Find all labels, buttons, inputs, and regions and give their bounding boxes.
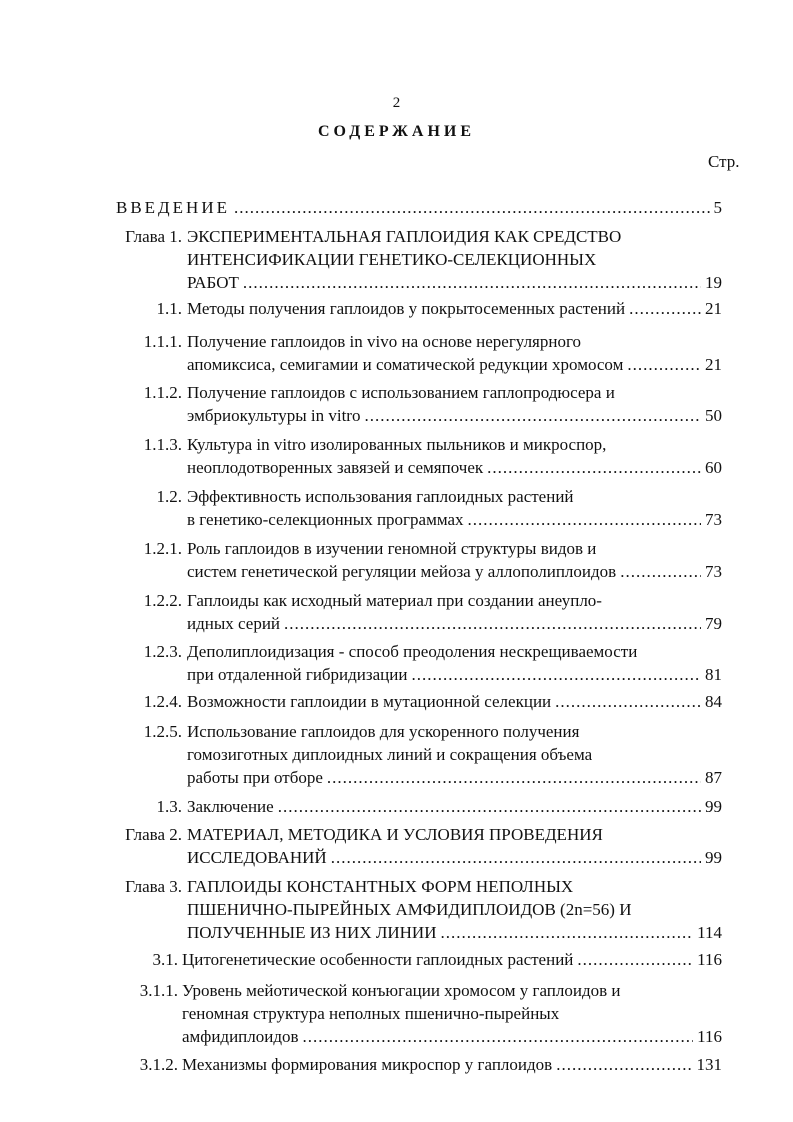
toc-entry-text [187,795,722,818]
toc-entry-page: 116 [697,1027,722,1046]
dot-leader [627,353,701,376]
dot-leader [234,196,710,219]
toc-entry-text [187,589,722,635]
toc-entry-number: 1.1.3. [143,435,182,454]
toc-entry-number: 1.3. [156,797,182,816]
toc-entry-page: 87 [705,768,722,787]
toc-entry-text [116,196,722,219]
toc-entry-number: 1.2.2. [143,591,182,610]
toc-entry-line: неоплодотворенных завязей и семяпочек [187,458,484,477]
dot-leader [629,297,701,320]
toc-entry-line: ЭКСПЕРИМЕНТАЛЬНАЯ ГАПЛОИДИЯ КАК СРЕДСТВО [187,227,622,246]
toc-entry-line: Уровень мейотической конъюгации хромосом у гаплоидов и [182,981,621,1000]
toc-entry-line: Эффективность использования гаплоидных растений [187,487,574,506]
toc-entry-line: ИНТЕНСИФИКАЦИИ ГЕНЕТИКО-СЕЛЕКЦИОННЫХ [187,250,597,269]
toc-entry-line: Методы получения гаплоидов у покрытосеменных растений [187,299,626,318]
toc-entry-number: 1.2. [156,487,182,506]
toc-entry-line: РАБОТ [187,273,239,292]
toc-entry-text [182,948,722,971]
toc-entry-number: 1.2.4. [143,692,182,711]
dot-leader [364,404,701,427]
toc-entry-text [187,330,722,376]
toc-entry-line: ПШЕНИЧНО-ПЫРЕЙНЫХ АМФИДИПЛОИДОВ (2n=56) И [187,900,632,919]
toc-entry-number: 1.1.1. [143,332,182,351]
toc-entry-number: 1.2.5. [143,722,182,741]
toc-entry-line: Использование гаплоидов для ускоренного получения [187,722,580,741]
toc-entry-number: 3.1. [152,950,178,969]
toc-entry-line: Цитогенетические особенности гаплоидных растений [182,950,574,969]
toc-entry-line: амфидиплоидов [182,1027,299,1046]
toc-entry-text [187,433,722,479]
dot-leader [303,1025,694,1048]
toc-title: СОДЕРЖАНИЕ [317,123,476,140]
toc-entry-line: ПОЛУЧЕННЫЕ ИЗ НИХ ЛИНИИ [187,923,437,942]
toc-entry-number: Глава 2. [125,825,182,844]
toc-entry-page: 116 [697,950,722,969]
dot-leader [440,921,693,944]
toc-entry-line: работы при отборе [187,768,323,787]
toc-entry-number: 1.1.2. [143,383,182,402]
toc-entry-text [187,225,722,294]
toc-entry-page: 50 [705,406,722,425]
toc-entry-number: 1.1. [156,299,182,318]
dot-leader [555,690,701,713]
toc-entry-line: при отдаленной гибридизации [187,665,408,684]
dot-leader [577,948,693,971]
dot-leader [411,663,701,686]
toc-entry-page: 114 [697,923,722,942]
toc-entry-line: апомиксиса, семигамии и соматической редукции хромосом [187,355,624,374]
toc-entry-line: Заключение [187,797,274,816]
toc-entry-line: Деполиплоидизация - способ преодоления нескрещиваемости [187,642,638,661]
toc-entry-line: ИССЛЕДОВАНИЙ [187,848,327,867]
toc-entry-page: 81 [705,665,722,684]
page-column-label: Стр. [708,152,740,171]
toc-entry-number: 3.1.2. [139,1055,178,1074]
toc-entry-text [187,297,722,320]
toc-entry-line: ВВЕДЕНИЕ [116,198,230,217]
toc-entry-page: 21 [705,355,722,374]
toc-entry-text [182,979,722,1048]
toc-entry-page: 5 [713,198,722,217]
toc-entry-page: 99 [705,797,722,816]
dot-leader [468,508,701,531]
dot-leader [243,271,701,294]
toc-entry-line: систем генетической регуляции мейоза у аллополиплоидов [187,562,617,581]
dot-leader [331,846,701,869]
toc-entry-page: 60 [705,458,722,477]
toc-entry-line: Получение гаплоидов in vivo на основе нерегулярного [187,332,582,351]
dot-leader [327,766,701,789]
toc-entry-line: эмбриокультуры in vitro [187,406,361,425]
toc-entry-number: 1.2.3. [143,642,182,661]
toc-entry-line: Механизмы формирования микроспор у гаплоидов [182,1055,553,1074]
toc-entry-text [187,823,722,869]
dot-leader [284,612,701,635]
toc-entry-line: Получение гаплоидов с использованием гаплопродюсера и [187,383,615,402]
toc-entry-text [187,690,722,713]
toc-entry-line: МАТЕРИАЛ, МЕТОДИКА И УСЛОВИЯ ПРОВЕДЕНИЯ [187,825,603,844]
dot-leader [620,560,701,583]
toc-entry-page: 99 [705,848,722,867]
toc-entry-text [187,485,722,531]
toc-entry-page: 21 [705,299,722,318]
page-number: 2 [392,95,401,111]
toc-entry-text [187,640,722,686]
toc-entry-text [187,720,722,789]
dot-leader [556,1053,692,1076]
toc-entry-line: Культура in vitro изолированных пыльников и микроспор, [187,435,607,454]
toc-entry-page: 79 [705,614,722,633]
toc-entry-page: 73 [705,510,722,529]
toc-entry-number: 1.2.1. [143,539,182,558]
toc-entry-page: 131 [696,1055,722,1074]
toc-entry-line: гомозиготных диплоидных линий и сокращения объема [187,745,593,764]
dot-leader [278,795,701,818]
toc-entry-line: Гаплоиды как исходный материал при создании анеупло- [187,591,602,610]
toc-entry-text [187,875,722,944]
toc-entry-number: Глава 3. [125,877,182,896]
toc-entry-page: 84 [705,692,722,711]
toc-entry-line: идных серий [187,614,281,633]
toc-entry-page: 19 [705,273,722,292]
toc-entry-line: Возможности гаплоидии в мутационной селекции [187,692,552,711]
toc-entry-number: Глава 1. [125,227,182,246]
toc-entry-line: Роль гаплоидов в изучении геномной структуры видов и [187,539,597,558]
toc-entry-line: в генетико-селекционных программах [187,510,464,529]
toc-entry-line: ГАПЛОИДЫ КОНСТАНТНЫХ ФОРМ НЕПОЛНЫХ [187,877,574,896]
toc-entry-text [187,537,722,583]
toc-entry-text [182,1053,722,1076]
dot-leader [487,456,701,479]
toc-entry-number: 3.1.1. [139,981,178,1000]
toc-entry-page: 73 [705,562,722,581]
toc-entry-text [187,381,722,427]
toc-entry-line: геномная структура неполных пшенично-пырейных [182,1004,560,1023]
